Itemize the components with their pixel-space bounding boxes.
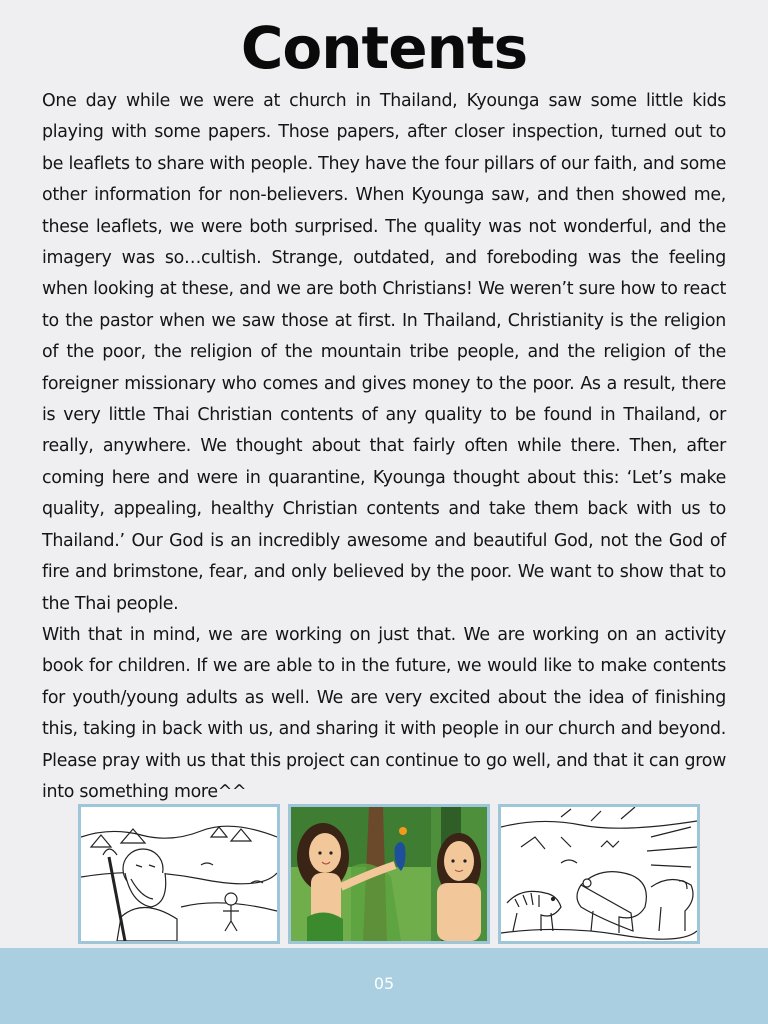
illustration-adam-eve bbox=[288, 804, 490, 944]
paragraph-2: With that in mind, we are working on just that. We are working on an activity book for children. If we are able to in the future, we would like to make contents for youth/young adults as well. We are very excited about the idea of finishing this, taking in back with us, and sharing it with people in our church and beyond. Please pray with us that this project can continue to go well, and that it can grow into something more^^ bbox=[42, 624, 726, 802]
illustration-strip bbox=[78, 804, 700, 944]
old-man-illustration-icon bbox=[81, 807, 277, 941]
illustration-old-man bbox=[78, 804, 280, 944]
page-number: 05 bbox=[373, 974, 395, 993]
animals-illustration-icon bbox=[501, 807, 697, 941]
paragraph-1: One day while we were at church in Thailand, Kyounga saw some little kids playing with some papers. Those papers, after closer inspection, turned out to be leaflets to share with people. They have the four pillars of our faith, and some other information for non-believers. When Kyounga saw, and then showed me, these leaflets, we were both surprised. The quality was not wonderful, and the imagery was so…cultish. Strange, outdated, and foreboding was the feeling when looking at these, and we are both Christians! We weren’t sure how to react to the pastor when we saw those at first. In Thailand, Christianity is the religion of the poor, the religion of the mountain tribe people, and the religion of the foreigner missionary who comes and gives money to the poor. As a result, there is very little Thai Christian contents of any quality to be found in Thailand, or really, anywhere. We thought about that fairly often while there. Then, after coming here and were in quarantine, Kyounga thought about this: ‘Let’s make quality, appealing, healthy Christian contents and take them back with us to Thailand.’ Our God is an incredibly awesome and beautiful God, not the God of fire and brimstone, fear, and only believed by the poor. We want to show that to the Thai people. bbox=[42, 91, 726, 614]
adam-and-eve-illustration-icon bbox=[291, 807, 487, 941]
page-title: Contents bbox=[240, 14, 528, 82]
illustration-animals bbox=[498, 804, 700, 944]
body-text bbox=[42, 86, 726, 808]
